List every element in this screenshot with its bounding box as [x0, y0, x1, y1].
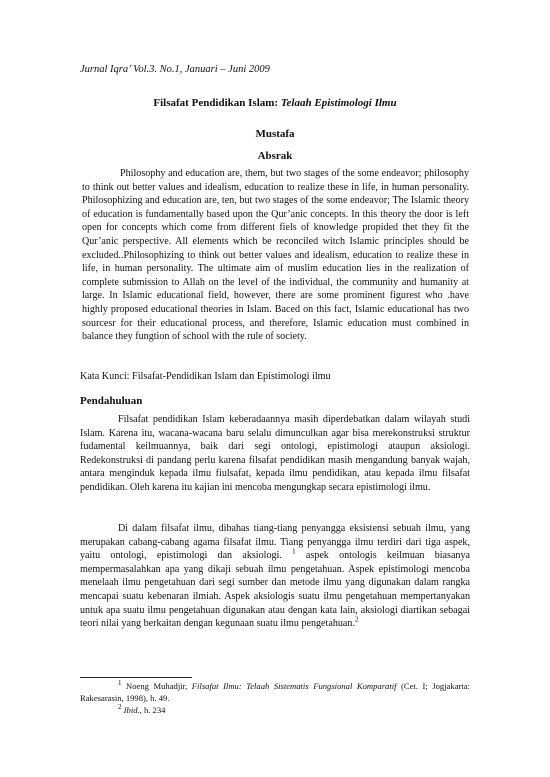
paragraph-text: aspek ontologis keilmuan biasanya mempermasalahkan apa yang dikaji sebuah ilmu pengetahuan. Aspek epistimologi mencoba menelaah ilmu pengetahuan dari segi sumber dan metode ilmu yang digunakan dalam rangka mencapai suatu kebenaran ilmiah. Aspek aksiologis suatu ilmu pengetahuan mempertanyakan untuk apa suatu ilmu pengetahuan digunakan atau dengan kata lain, aksiologi diartikan sebagai teori nilai yang berkaitan dengan kegunaan suatu ilmu pengetahuan.	[80, 550, 471, 630]
footnote-1	[80, 681, 470, 704]
body-paragraph-1: Filsafat pendidikan Islam keberadaannya masih diperdebatkan dalam wilayah studi Islam. Karena itu, wacana-wacana baru selalu dimunculkan agar bisa merekonstruksi struktur fudamental keilmuannya, baik dari segi ontologi, epistimologi ataupun aksiologi. Redekonstruksi di pandang perlu karena filsafat pendidikan masih mengandung banyak wajah, antara menginduk kepada ilmu fiulsafat, kepada ilmu pendidikan, atau kepada ilmu filsafat pendidikan. Oleh karena itu kajian ini mencoba mengungkap secara epistimologi ilmu.	[80, 414, 470, 493]
section-heading: Pendahuluan	[80, 395, 143, 407]
keywords: Kata Kunci: Filsafat-Pendidikan Islam dan Epistimologi ilmu	[80, 371, 331, 382]
footnote-2	[80, 705, 470, 717]
abstract-text: Philosophy and education are, them, but two stages of the some endeavor; philosophy to think out better values and idealism, education to realize these in life, in human personality. Philosophizing and education are, ten, but two stages of the some endeavor; The Islamic theory of education is fundamentally based upon the Qur’anic concepts. In this theory the door is left open for concepts which come from different fiels of knowledge propided thet they fit the Qur’anic perspective. All elements which be reconciled witch Islamic principles should be excluded..Philosophizing to think out better values and idealism, education to realize these in life, in human personality. The ultimate aim of muslim education lies in the realization of complete submission to Allah on the level of the individual, the community and humanity at large. In Islamic educational field, however, there are some prominent figurest who .have highly proposed educational theories in Islam. Baced on this fact, Islamic educational has two sourcesr for their educational process, and therefore, Islamic education must combined in balance they fungtion of school with the rule of society.	[82, 168, 469, 343]
title-subtitle: Telaah Epistimologi Ilmu	[280, 97, 397, 109]
abstract-heading: Absrak	[257, 150, 293, 162]
footnote-number: 1	[118, 679, 122, 688]
footnote-divider	[80, 677, 192, 678]
article-title	[0, 97, 550, 109]
footnote-ref-1[interactable]: 1	[292, 547, 296, 556]
footnote-text: Noeng Muhadjir,	[121, 681, 192, 691]
body-paragraph-2	[80, 522, 470, 631]
footnote-number: 2	[118, 703, 122, 712]
footnote-book-title: Filsafat Ilmu: Telaah Sistematis Fungsional Komparatif	[191, 681, 397, 691]
title-main: Filsafat Pendidikan Islam:	[153, 97, 281, 109]
footnote-text: ., h. 234	[137, 705, 166, 715]
journal-header: Jurnal Iqra’ Vol.3. No.1, Januari – Juni 2009	[80, 64, 270, 75]
footnote-ref-2[interactable]: 2	[354, 615, 359, 624]
paragraph-text: Di dalam filsafat ilmu, dibahas tiang-tiang penyangga eksistensi sebuah ilmu, yang merupakan cabang-cabang agama filsafat ilmu. Tiang penyangga ilmu terdiri dari tiga aspek, yaitu ontologi, epistimologi dan aksiologi.	[80, 523, 470, 562]
footnote-ibid: Ibid	[123, 705, 138, 715]
author-name: Mustafa	[255, 128, 295, 140]
footnote-text: (Cet. I; Jogjakarta: Rakesarasin, 1998), h. 49.	[80, 681, 470, 703]
